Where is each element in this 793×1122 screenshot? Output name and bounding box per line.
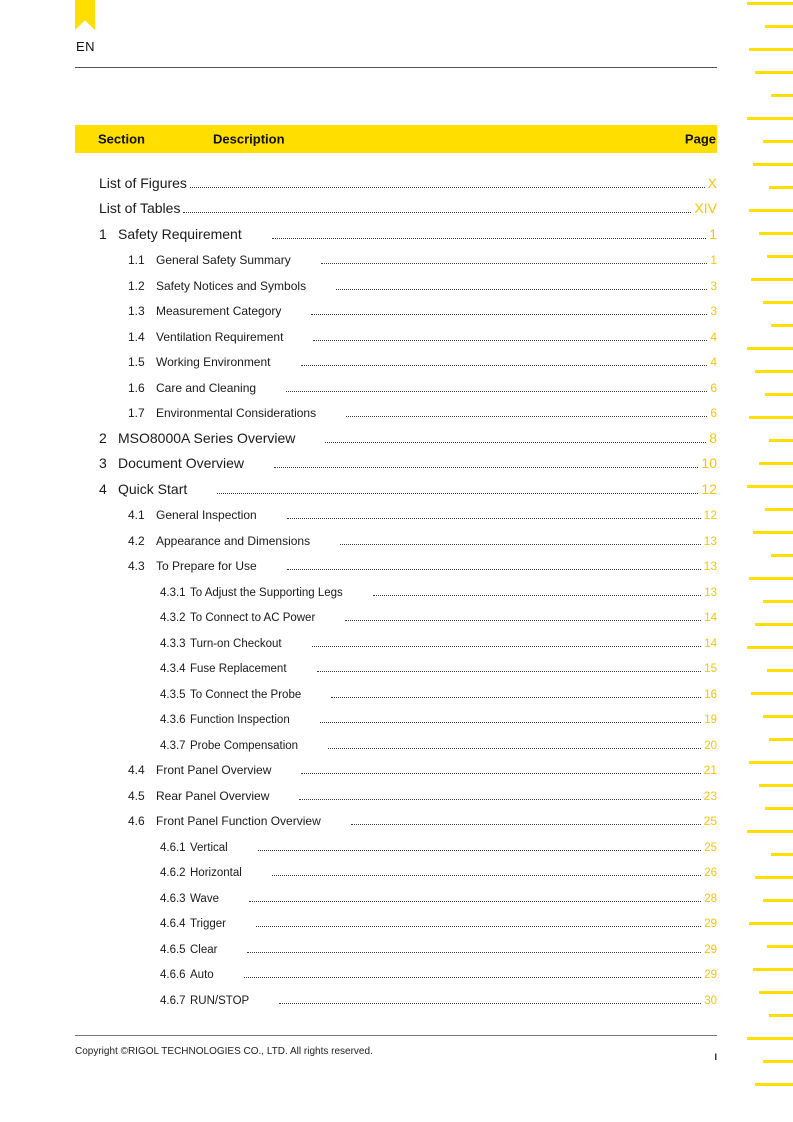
toc-entry-title: General Inspection [156,508,257,522]
edge-mark [771,554,793,557]
toc-entry[interactable] [75,476,717,502]
toc-entry-number: 4.6.2 [160,867,186,879]
toc-leader-dots [321,263,708,264]
edge-marks [747,2,793,1106]
toc-entry-page: 19 [704,714,717,726]
toc-entry[interactable] [75,731,717,757]
edge-mark [769,439,793,442]
edge-mark [755,623,793,626]
toc-entry-page: 13 [703,559,717,573]
toc-entry[interactable] [75,859,717,885]
toc-leader-dots [258,850,701,851]
toc-entry-number: 1.3 [128,304,145,318]
toc-entry-page: 3 [710,278,717,293]
toc-leader-dots [317,671,702,672]
toc-entry-page: 21 [703,763,717,777]
toc-entry-page: 29 [704,969,717,981]
toc-entry-page: XIV [694,200,717,216]
toc-entry-page: 25 [703,814,717,828]
toc-entry-number: 4.3.1 [160,586,186,599]
toc-entry[interactable] [75,910,717,936]
toc-entry-title: To Adjust the Supporting Legs [190,586,343,599]
toc-entry[interactable] [75,782,717,808]
edge-mark [749,922,793,925]
toc-leader-dots [286,391,707,392]
edge-mark [763,899,793,902]
toc-leader-dots [183,212,691,213]
toc-entry-page: 30 [704,994,717,1007]
edge-mark [747,646,793,649]
toc-entry-number: 4.4 [128,763,145,777]
toc-entry-number: 4.6.7 [160,994,186,1007]
toc-entry-title: To Prepare for Use [156,559,257,573]
toc-entry-title: Document Overview [118,455,245,471]
toc-entry-title: Safety Notices and Symbols [156,278,307,293]
edge-mark [749,577,793,580]
toc-entry[interactable] [75,425,717,451]
edge-mark [765,508,793,511]
toc-entry-title: Horizontal [190,867,242,879]
toc-entry-page: 14 [704,612,717,624]
toc-entry[interactable] [75,196,717,222]
toc-entry-title: Working Environment [156,355,271,369]
edge-mark [751,692,793,695]
toc-entry-page: 23 [703,788,717,803]
toc-entry[interactable] [75,221,717,247]
toc-leader-dots [287,569,701,570]
toc-entry-page: 20 [704,739,717,752]
edge-mark [763,1060,793,1063]
edge-mark [755,876,793,879]
edge-mark [771,853,793,856]
toc-entry[interactable] [75,935,717,961]
toc-entry-title: Rear Panel Overview [156,788,270,803]
toc-entry-title: Turn-on Checkout [190,637,282,650]
toc-entry[interactable] [75,298,717,324]
toc-entry-number: 3 [99,455,107,471]
edge-mark [771,324,793,327]
edge-mark [769,1014,793,1017]
toc-leader-dots [311,314,707,315]
toc-leader-dots [328,748,701,749]
toc-entry[interactable] [75,527,717,553]
toc-entry-page: 12 [701,480,717,497]
toc-entry-title: Appearance and Dimensions [156,533,311,548]
edge-mark [763,715,793,718]
toc-entry[interactable] [75,323,717,349]
toc-entry-number: 1.2 [128,278,145,293]
edge-mark [753,968,793,971]
toc-entry[interactable] [75,553,717,579]
toc-entry[interactable] [75,374,717,400]
toc-entry-page: 6 [710,380,717,395]
toc-leader-dots [244,977,702,978]
toc-entry-title: MSO8000A Series Overview [118,429,296,446]
toc-leader-dots [325,442,706,443]
toc-entry-title: List of Tables [99,200,181,216]
toc-entry[interactable] [75,349,717,375]
toc-entry-title: Auto [190,969,214,981]
toc-entry-page: 1 [709,225,717,242]
footer-divider [75,1035,717,1036]
toc-entry[interactable] [75,400,717,426]
toc-entry[interactable] [75,247,717,273]
toc-entry[interactable] [75,629,717,655]
toc-entry-title: To Connect the Probe [190,688,302,701]
edge-mark [765,393,793,396]
toc-leader-dots [256,926,701,927]
toc-leader-dots [279,1003,701,1004]
toc-entry-number: 4 [99,480,107,497]
edge-mark [771,94,793,97]
toc-leader-dots [312,646,702,647]
toc-entry[interactable] [75,706,717,732]
edge-mark [749,761,793,764]
toc-entry-title: To Connect to AC Power [190,612,316,624]
edge-mark [767,255,793,258]
toc-entry-number: 1.1 [128,253,145,267]
toc-entry-number: 1.7 [128,406,145,420]
toc-entry-title: General Safety Summary [156,253,291,267]
toc-entry-title: Wave [190,892,219,905]
toc-entry-number: 1.5 [128,355,145,369]
toc-entry-number: 4.3.3 [160,637,186,650]
toc-entry-page: 29 [704,918,717,930]
toc-entry[interactable] [75,961,717,987]
toc-leader-dots [301,365,708,366]
toc-entry-title: Function Inspection [190,714,290,726]
edge-mark [747,830,793,833]
toc-entry-number: 4.6.1 [160,841,186,854]
toc-entry[interactable] [75,986,717,1012]
edge-mark [751,278,793,281]
edge-mark [767,945,793,948]
toc-entry-number: 4.5 [128,788,145,803]
page-number: I [714,1052,717,1062]
toc-entry-number: 4.3.5 [160,688,186,701]
toc-leader-dots [287,518,701,519]
toc-entry-title: RUN/STOP [190,994,250,1007]
toc-entry-title: Clear [190,943,218,956]
toc-entry-page: 8 [709,429,717,446]
toc-entry-title: Front Panel Function Overview [156,814,321,828]
toc-entry-title: Environmental Considerations [156,406,317,420]
edge-mark [767,669,793,672]
toc-leader-dots [336,289,707,290]
edge-mark [755,370,793,373]
toc-entry-number: 4.6.4 [160,918,186,930]
toc-entry-number: 1.4 [128,329,145,344]
toc-entry-number: 4.3.2 [160,612,186,624]
toc-leader-dots [340,544,701,545]
edge-mark [749,416,793,419]
edge-mark [755,1083,793,1086]
toc-leader-dots [274,467,698,468]
edge-mark [753,531,793,534]
toc-entry-page: 10 [701,455,717,471]
toc-leader-dots [346,416,707,417]
edge-mark [765,25,793,28]
toc-entry-page: 16 [704,688,717,701]
toc-leader-dots [301,773,700,774]
toc-header-bar [75,125,717,153]
toc-leader-dots [299,799,700,800]
toc-list [75,170,717,1012]
edge-mark [759,991,793,994]
edge-mark [759,462,793,465]
toc-entry-number: 4.3.4 [160,663,186,675]
toc-entry[interactable] [75,578,717,604]
toc-header-page: Page [684,131,716,147]
toc-leader-dots [190,187,705,188]
toc-entry-title: Measurement Category [156,304,282,318]
edge-mark [749,209,793,212]
toc-entry-page: 25 [704,841,717,854]
edge-mark [747,2,793,5]
toc-entry-title: Ventilation Requirement [156,329,284,344]
toc-entry-number: 4.6.3 [160,892,186,905]
toc-entry-title: List of Figures [99,174,187,191]
toc-entry-number: 4.2 [128,533,145,548]
toc-entry-page: 3 [710,304,717,318]
toc-entry-number: 2 [99,429,107,446]
toc-header-section: Section [98,131,145,147]
toc-entry-page: 13 [703,533,717,548]
toc-entry-page: 26 [704,867,717,879]
toc-entry-page: 1 [710,253,717,267]
edge-mark [759,232,793,235]
toc-leader-dots [345,620,701,621]
toc-entry[interactable] [75,655,717,681]
toc-entry-title: Probe Compensation [190,739,299,752]
copyright-text: Copyright ©RIGOL TECHNOLOGIES CO., LTD. All rights reserved. [75,1046,373,1057]
edge-mark [765,807,793,810]
toc-leader-dots [373,595,701,596]
toc-leader-dots [247,952,701,953]
toc-entry-number: 4.3 [128,559,145,573]
toc-header-description: Description [213,131,285,147]
toc-entry-number: 4.3.6 [160,714,186,726]
toc-entry-title: Front Panel Overview [156,763,272,777]
edge-mark [747,485,793,488]
toc-entry[interactable] [75,680,717,706]
toc-entry[interactable] [75,451,717,477]
toc-leader-dots [331,697,701,698]
toc-entry-page: 15 [704,663,717,675]
toc-entry[interactable] [75,808,717,834]
toc-entry-title: Safety Requirement [118,225,242,242]
toc-entry-title: Quick Start [118,480,188,497]
toc-entry-title: Vertical [190,841,228,854]
toc-leader-dots [249,901,701,902]
toc-entry[interactable] [75,884,717,910]
toc-leader-dots [272,238,706,239]
edge-mark [769,186,793,189]
toc-entry-page: 4 [710,355,717,369]
edge-mark [753,163,793,166]
toc-entry-page: 29 [704,943,717,956]
language-badge: EN [76,39,96,54]
edge-mark [749,48,793,51]
toc-entry-page: 13 [704,586,717,599]
edge-mark [763,301,793,304]
toc-entry-title: Fuse Replacement [190,663,287,675]
toc-entry-page: 12 [703,508,717,522]
toc-entry-title: Care and Cleaning [156,380,257,395]
toc-entry-page: 4 [710,329,717,344]
toc-leader-dots [217,493,698,494]
toc-entry[interactable] [75,170,717,196]
toc-entry[interactable] [75,604,717,630]
toc-entry-number: 4.1 [128,508,145,522]
toc-entry[interactable] [75,757,717,783]
edge-mark [747,347,793,350]
bookmark-ribbon-icon [75,0,95,30]
edge-mark [769,738,793,741]
toc-entry-number: 4.6.6 [160,969,186,981]
toc-leader-dots [272,875,701,876]
toc-entry-page: 6 [710,406,717,420]
toc-entry-number: 4.6 [128,814,145,828]
toc-leader-dots [351,824,701,825]
toc-entry-title: Trigger [190,918,226,930]
toc-entry[interactable] [75,272,717,298]
toc-entry-number: 4.6.5 [160,943,186,956]
edge-mark [747,1037,793,1040]
toc-entry-number: 1.6 [128,380,145,395]
edge-mark [747,117,793,120]
toc-entry-number: 1 [99,225,107,242]
edge-mark [759,784,793,787]
toc-entry-page: X [707,174,717,191]
toc-leader-dots [313,340,707,341]
edge-mark [755,71,793,74]
toc-entry-number: 4.3.7 [160,739,186,752]
toc-entry-page: 28 [704,892,717,905]
toc-entry[interactable] [75,833,717,859]
toc-leader-dots [320,722,701,723]
toc-entry-page: 14 [704,637,717,650]
edge-mark [763,140,793,143]
edge-mark [763,600,793,603]
toc-entry[interactable] [75,502,717,528]
header-divider [75,67,717,68]
